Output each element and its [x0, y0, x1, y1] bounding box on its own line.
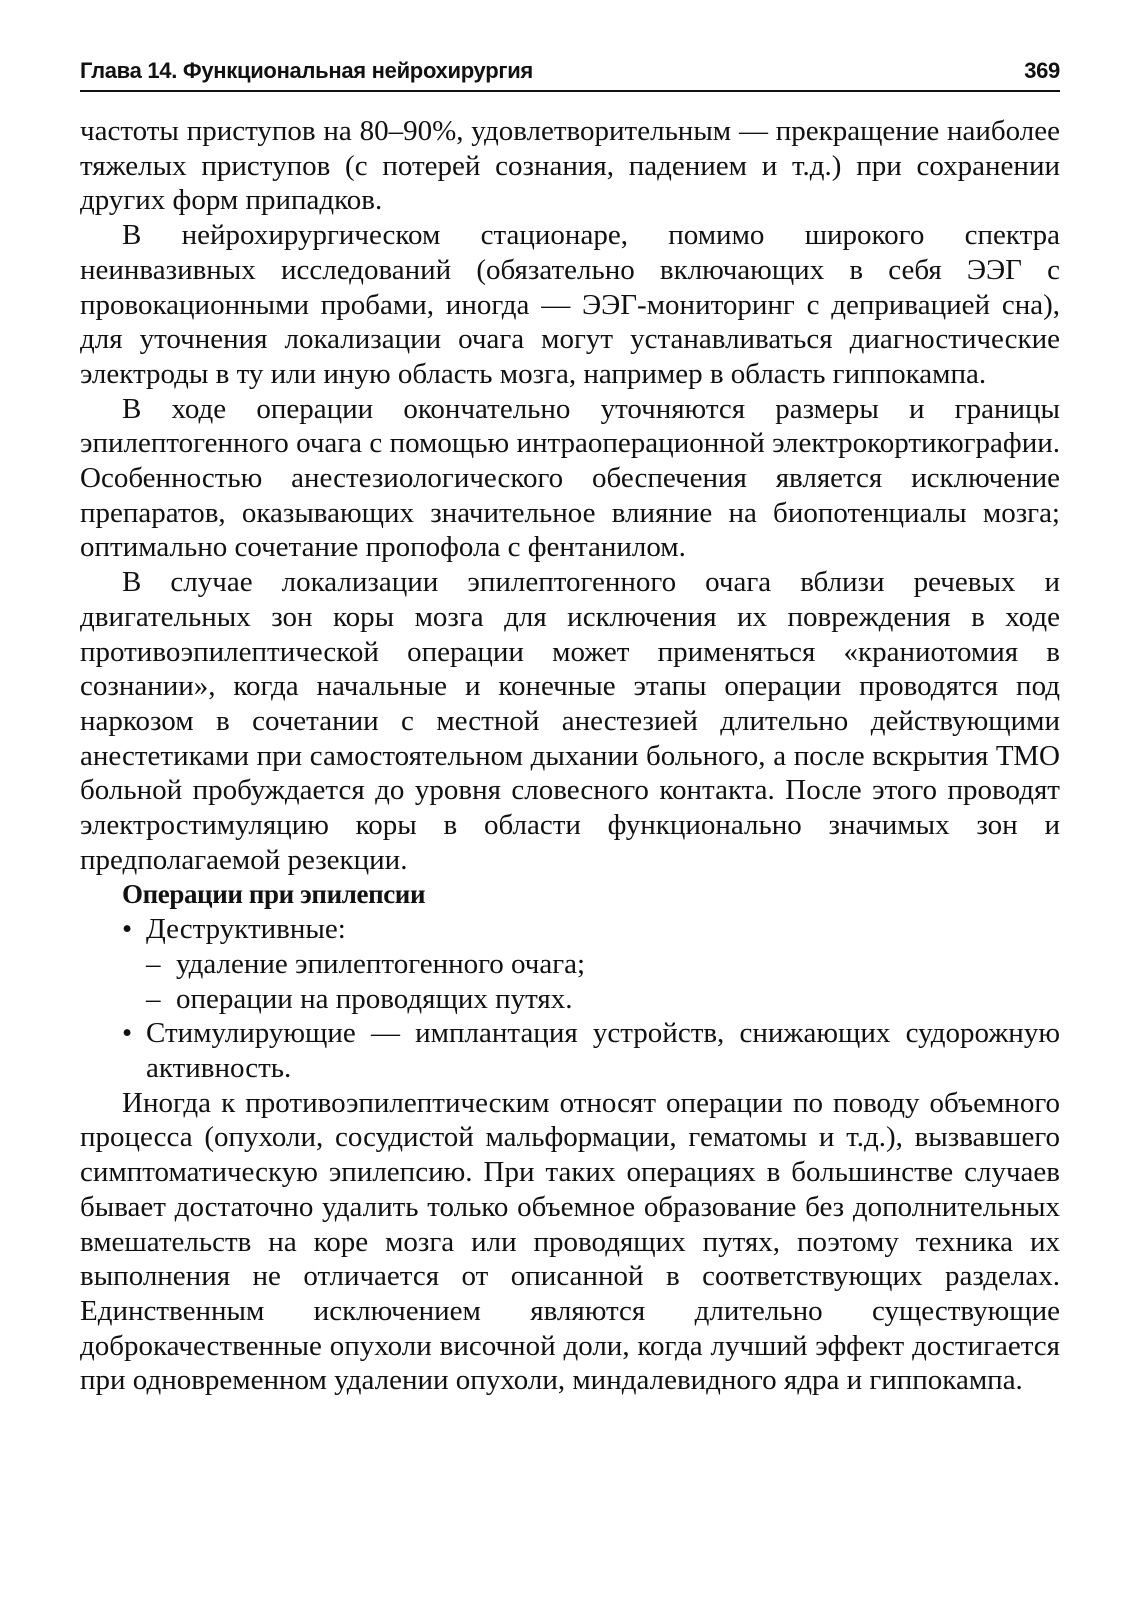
list-item-dash: – удаление эпилептогенного очага;	[80, 947, 1060, 982]
paragraph: В случае локализации эпилептогенного очага вблизи речевых и двигательных зон коры мозга для исключения их повреждения в ходе противоэпилептической операции может применяться «краниотомия в сознании», когда начальные и конечные этапы операции проводятся под наркозом в сочетании с местной анестезией длительно действующими анестетиками при самостоятельном дыхании больного, а после вскрытия ТМО больной пробуждается до уровня словесного контакта. После этого проводят электростимуляцию коры в области функционально значимых зон и предполагаемой резекции.	[80, 566, 1060, 876]
list-item-bullet: • Деструктивные:	[80, 912, 1060, 947]
page-number: 369	[1024, 58, 1060, 83]
list-item-bullet: • Стимулирующие — имплантация устройств, снижающих судорожную активность.	[80, 1016, 1060, 1085]
paragraph: В нейрохирургическом стационаре, помимо широкого спектра неинвазивных исследований (обязательно включающих в себя ЭЭГ с провокационными пробами, иногда — ЭЭГ-мониторинг с депривацией сна), для уточнения локализации очага могут устанавливаться диагностические электроды в ту или иную область мозга, например в область гиппокампа.	[80, 219, 1060, 390]
paragraph: Иногда к противоэпилептическим относят операции по поводу объемного процесса (опухоли, сосудистой мальформации, гематомы и т.д.), вызвавшего симптоматическую эпилепсию. При таких операциях в большинстве случаев бывает достаточно удалить только объемное образование без дополнительных вмешательств на коре мозга или проводящих путях, поэтому техника их выполнения не отличается от описанной в соответствующих разделах. Единственным исключением являются длительно существующие доброкачественные опухоли височной доли, когда лучший эффект достигается при одновременном удалении опухоли, миндалевидного ядра и гиппокампа.	[80, 1086, 1060, 1397]
operations-list	[80, 912, 1060, 1086]
paragraph-continued: частоты приступов на 80–90%, удовлетворительным — прекращение наиболее тяжелых приступов (с потерей сознания, падением и т.д.) при сохранении других форм припадков.	[80, 115, 1060, 217]
book-page	[80, 58, 1060, 1398]
paragraph: В ходе операции окончательно уточняются размеры и границы эпилептогенного очага с помощью интраоперационной электрокортикографии. Особенностью анестезиологического обеспечения является исключение препаратов, оказывающих значительное влияние на биопотенциалы мозга; оптимально сочетание пропофола с фентанилом.	[80, 392, 1060, 564]
running-header	[80, 58, 1060, 92]
section-heading: Операции при эпилепсии	[122, 879, 426, 910]
list-item-dash: – операции на проводящих путях.	[80, 982, 1060, 1017]
page-body	[80, 114, 1060, 1398]
chapter-title: Глава 14. Функциональная нейрохирургия	[80, 58, 533, 83]
